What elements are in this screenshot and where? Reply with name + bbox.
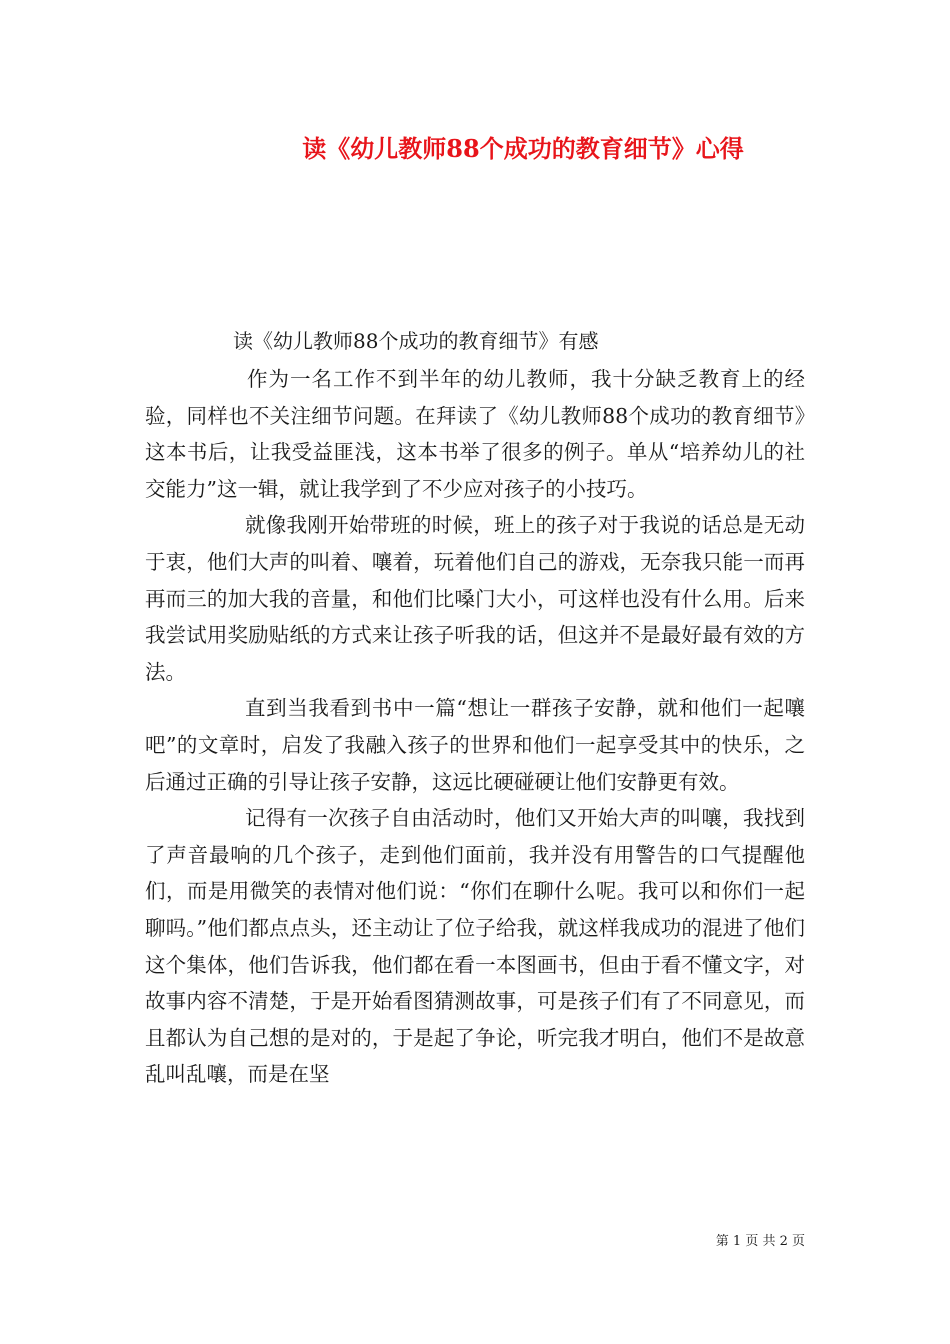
- paragraph: 就像我刚开始带班的时候，班上的孩子对于我说的话总是无动于衷，他们大声的叫着、嚷着，玩着他们自己的游戏，无奈我只能一而再再而三的加大我的音量，和他们比嗓门大小，可这样也没有什么用。后来我尝试用奖励贴纸的方式来让孩子听我的话，但这并不是最好最有效的方法。: [145, 513, 805, 684]
- page-footer: 第 1 页 共 2 页: [715, 1234, 805, 1249]
- paragraph: 记得有一次孩子自由活动时，他们又开始大声的叫嚷，我找到了声音最响的几个孩子，走到他们面前，我并没有用警告的口气提醒他们，而是用微笑的表情对他们说：“你们在聊什么呢。我可以和你们一起聊吗。”他们都点点头，还主动让了位子给我，就这样我成功的混进了他们这个集体，他们告诉我，他们都在看一本图画书，但由于看不懂文字，对故事内容不清楚，于是开始看图猜测故事，可是孩子们有了不同意见，而且都认为自己想的是对的，于是起了争论，听完我才明白，他们不是故意乱叫乱嚷，而是在坚: [145, 806, 805, 1087]
- document-subtitle: 读《幼儿教师88个成功的教育细节》有感: [233, 329, 599, 353]
- paragraph: 直到当我看到书中一篇“想让一群孩子安静，就和他们一起嚷吧”的文章时，启发了我融入孩子的世界和他们一起享受其中的快乐，之后通过正确的引导让孩子安静，这远比硬碰硬让他们安静更有效。: [145, 696, 805, 794]
- paragraph: 作为一名工作不到半年的幼儿教师，我十分缺乏教育上的经验，同样也不关注细节问题。在拜读了《幼儿教师88个成功的教育细节》这本书后，让我受益匪浅，这本书举了很多的例子。单从“培养幼儿的社交能力”这一辑，就让我学到了不少应对孩子的小技巧。: [145, 367, 805, 501]
- document-body: [145, 361, 805, 1093]
- document-title: 读《幼儿教师88个成功的教育细节》心得: [302, 134, 744, 163]
